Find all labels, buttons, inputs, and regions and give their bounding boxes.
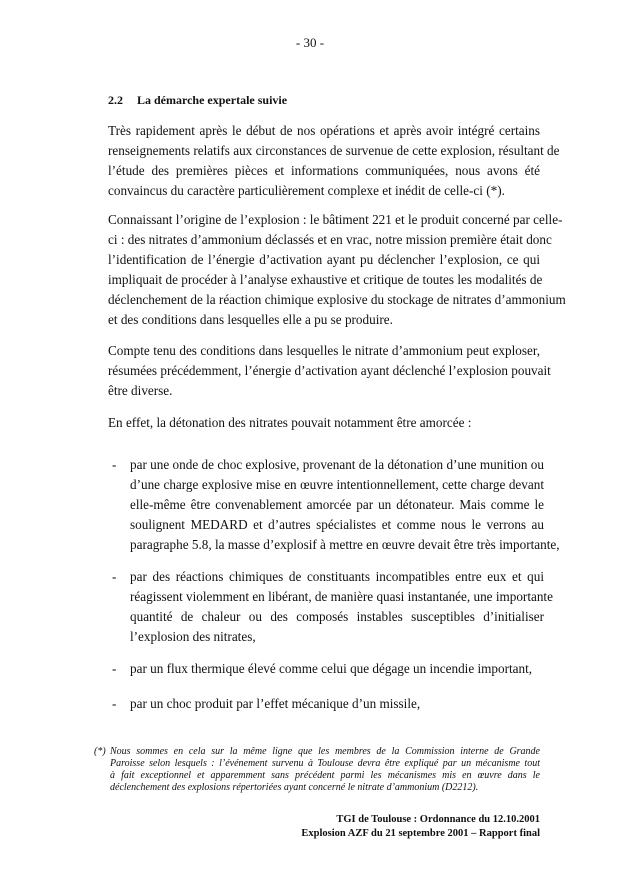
text-line: En effet, la détonation des nitrates pouvait notamment être amorcée : <box>108 415 472 430</box>
text-line: réagissent violemment en libérant, de manière quasi instantanée, une importante <box>130 589 553 604</box>
footnote-line: déclenchement des explosions répertoriées ayant concerné le nitrate d’ammonium (D2212). <box>110 782 479 793</box>
footer-court-line: TGI de Toulouse : Ordonnance du 12.10.2001 <box>336 814 540 825</box>
text-line: soulignent MEDARD et d’autres spécialistes et comme nous le verrons au <box>130 517 544 532</box>
text-line: l’étude des premières pièces et informations communiquées, nous avons été <box>108 163 540 178</box>
section-title: La démarche expertale suivie <box>137 93 288 107</box>
page-footer <box>301 813 540 841</box>
text-line: l’identification de l’énergie d’activation ayant pu déclencher l’explosion, ce qui <box>108 252 540 267</box>
text-line: Très rapidement après le début de nos opérations et après avoir intégré certains <box>108 123 540 138</box>
footer-report-line: Explosion AZF du 21 septembre 2001 – Rapport final <box>301 828 540 839</box>
list-dash: - <box>112 569 117 584</box>
paragraph-conditions <box>108 341 551 401</box>
paragraph-origin <box>108 210 566 330</box>
footnote-line: à fait exceptionnel et apparemment sans précédent parmi les mécanismes mis en œuvre dans le <box>110 770 540 781</box>
list-dash: - <box>112 696 117 711</box>
text-line: déclenchement de la réaction chimique explosive du stockage de nitrates d’ammonium <box>108 292 566 307</box>
text-line: paragraphe 5.8, la masse d’explosif à mettre en œuvre devait être très importante, <box>130 537 560 552</box>
paragraph-list-intro <box>108 413 540 433</box>
text-line: Connaissant l’origine de l’explosion : le bâtiment 221 et le produit concerné par celle- <box>108 212 563 227</box>
text-line: résumées précédemment, l’énergie d’activation ayant déclenché l’explosion pouvait <box>108 363 551 378</box>
text-line: impliquait de procéder à l’analyse exhaustive et critique de toutes les modalités de <box>108 272 543 287</box>
section-number: 2.2 <box>108 93 123 107</box>
paragraph-intro <box>108 121 560 201</box>
text-line: quantité de chaleur ou des composés instables susceptibles d’initialiser <box>130 609 544 624</box>
text-line: être diverse. <box>108 383 173 398</box>
footnote-marker: (*) <box>94 746 106 757</box>
text-line: convaincus du caractère particulièrement complexe et inédit de celle-ci (*). <box>108 183 505 198</box>
text-line: par un flux thermique élevé comme celui que dégage un incendie important, <box>130 661 533 676</box>
text-line: par un choc produit par l’effet mécanique d’un missile, <box>130 696 421 711</box>
text-line: Compte tenu des conditions dans lesquelles le nitrate d’ammonium peut exploser, <box>108 343 540 358</box>
text-line: renseignements relatifs aux circonstances de survenue de cette explosion, résultant de <box>108 143 560 158</box>
text-line: par une onde de choc explosive, provenant de la détonation d’une munition ou <box>130 457 544 472</box>
footnote-line: Paroisse selon lesquels : l’événement survenu à Toulouse devra être expliqué par un mécanisme tout <box>110 758 540 769</box>
text-line: elle-même être convenablement amorcée par un détonateur. Mais comme le <box>130 497 544 512</box>
page-number: - 30 - <box>295 35 325 50</box>
list-dash: - <box>112 661 117 676</box>
list-dash: - <box>112 457 117 472</box>
text-line: et des conditions dans lesquelles elle a pu se produire. <box>108 312 393 327</box>
text-line: d’une charge explosive mise en œuvre intentionnellement, cette charge devant <box>130 477 544 492</box>
footnote-line: Nous sommes en cela sur la même ligne que les membres de la Commission interne de Grande <box>110 746 540 757</box>
text-line: ci : des nitrates d’ammonium déclassés et en vrac, notre mission première était donc <box>108 232 552 247</box>
text-line: l’explosion des nitrates, <box>130 629 256 644</box>
text-line: par des réactions chimiques de constituants incompatibles entre eux et qui <box>130 569 544 584</box>
section-heading <box>108 93 287 108</box>
